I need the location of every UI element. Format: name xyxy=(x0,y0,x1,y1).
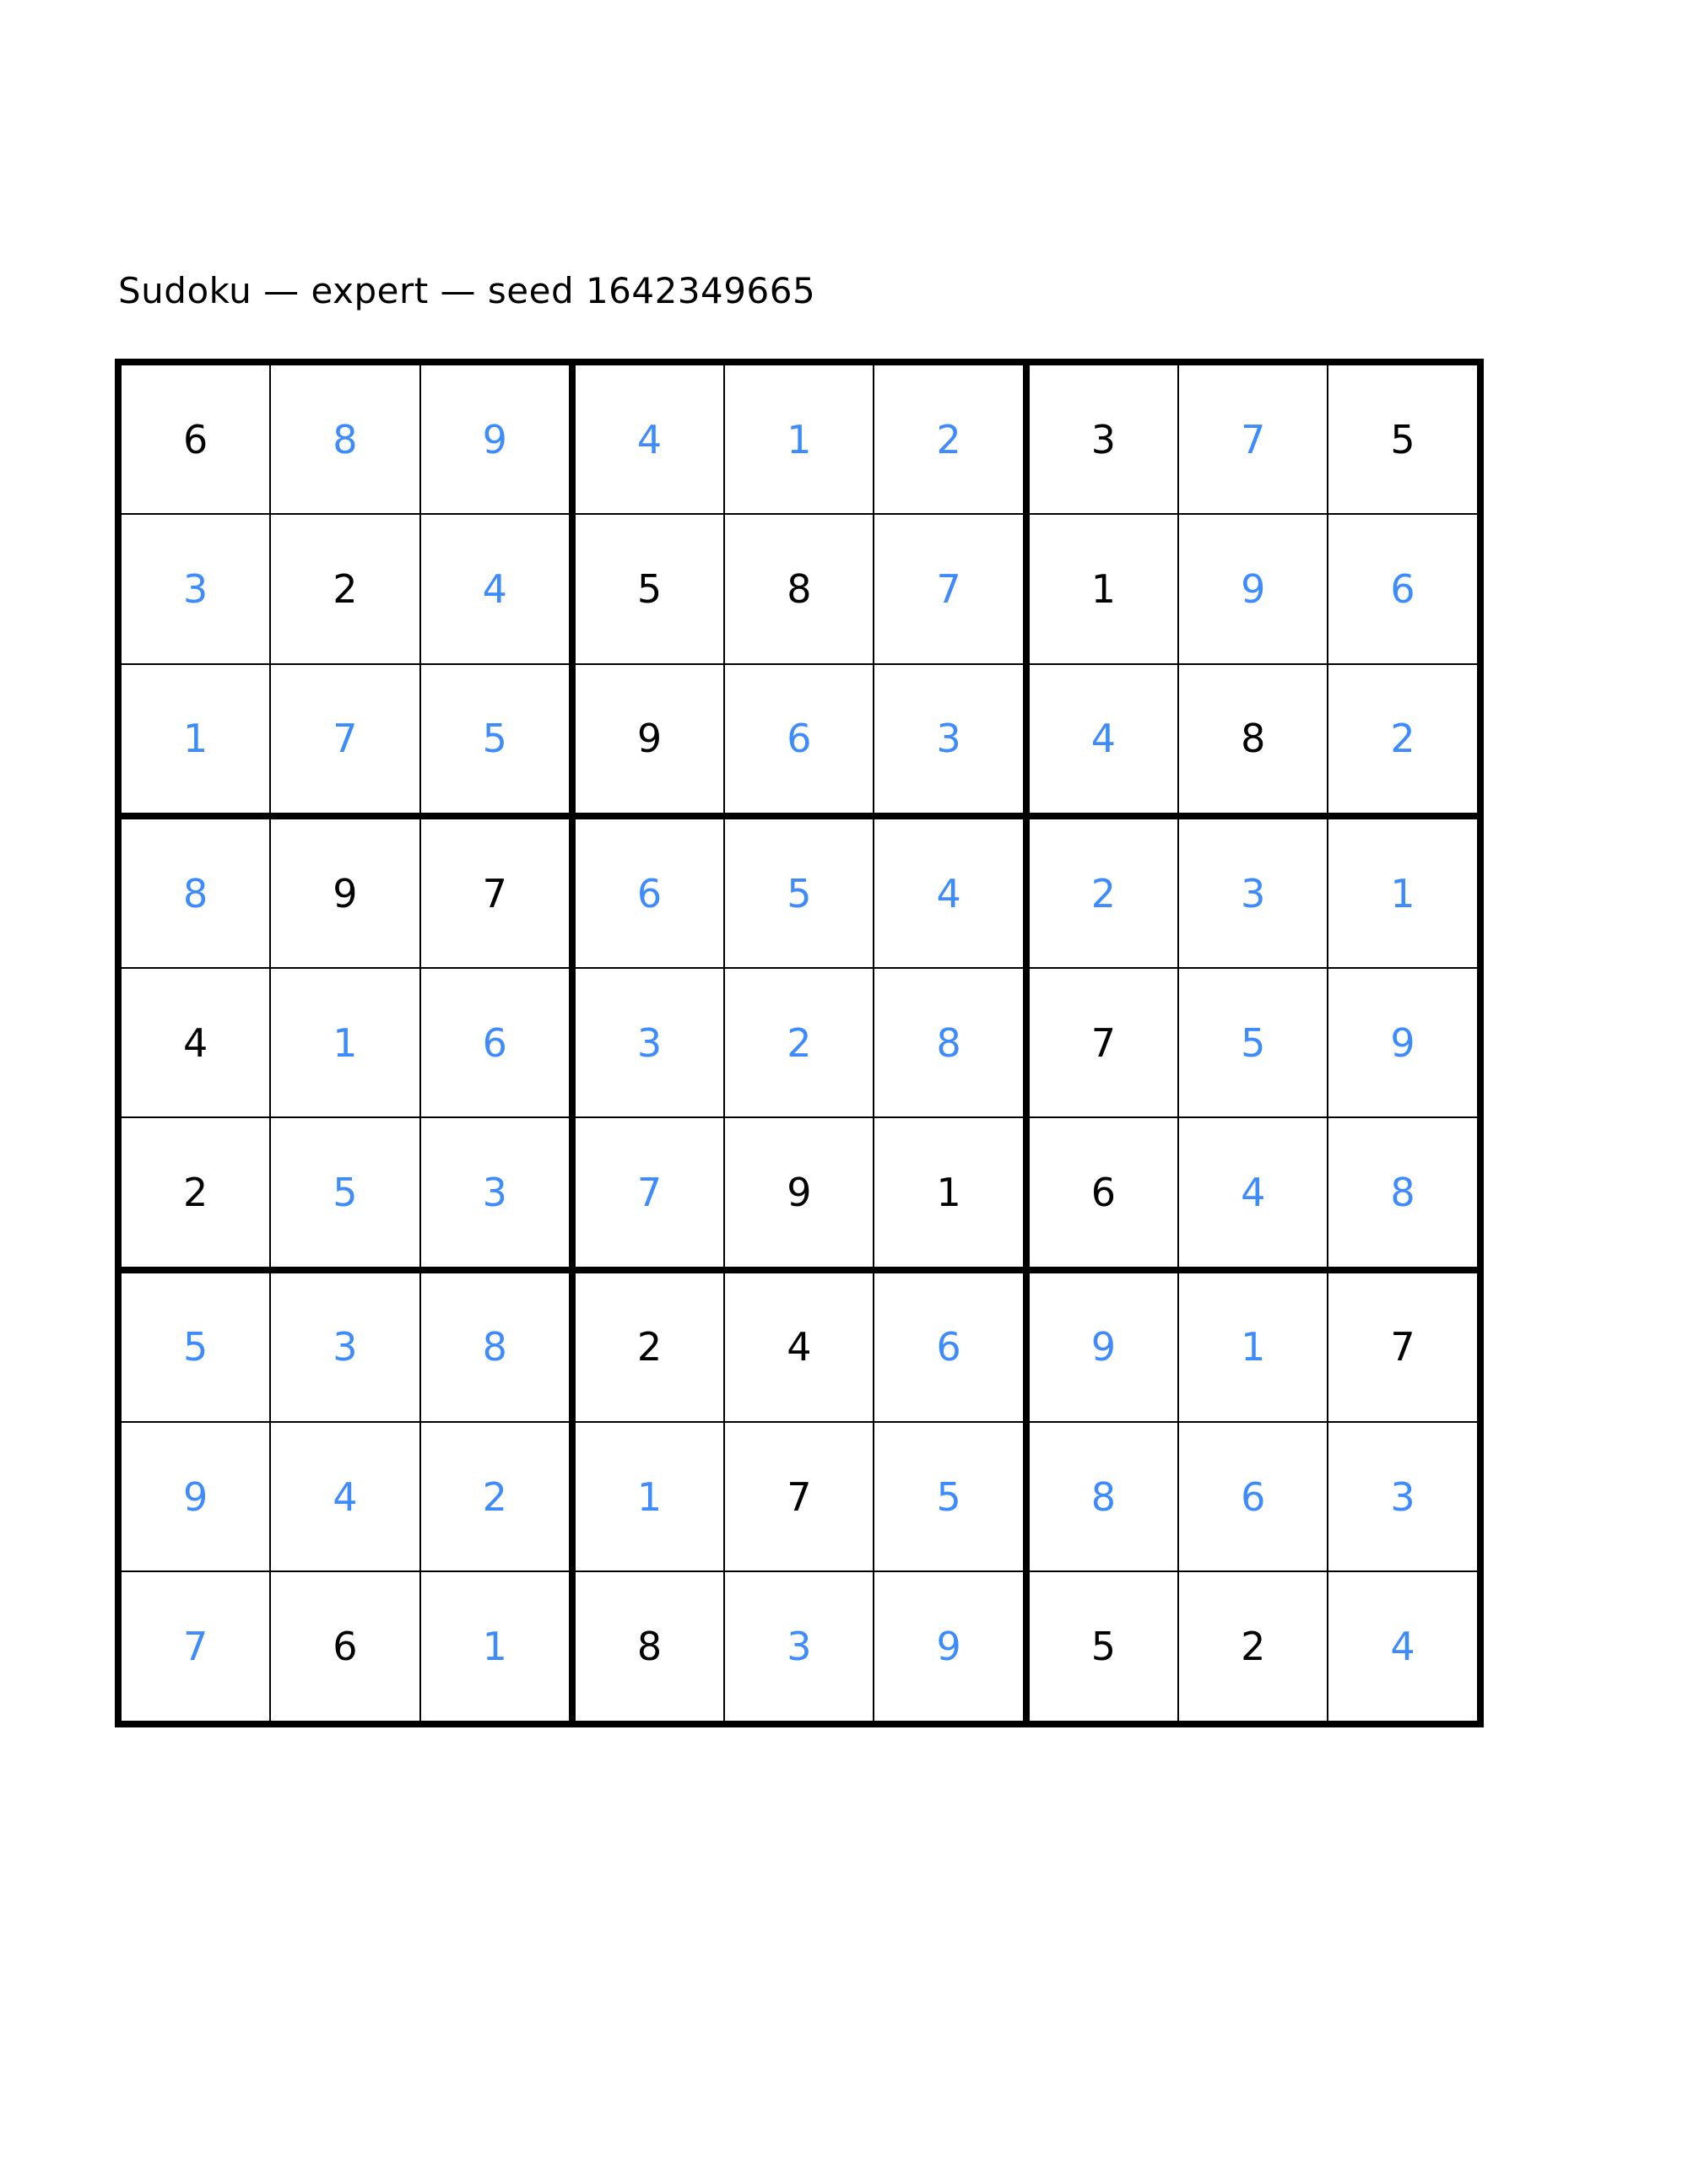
sudoku-cell-r7-c5[interactable]: 4 xyxy=(724,1270,874,1422)
sudoku-cell-r4-c4[interactable]: 6 xyxy=(572,816,724,968)
sudoku-cell-r4-c1[interactable]: 8 xyxy=(118,816,270,968)
sudoku-row xyxy=(118,362,1480,514)
sudoku-cell-r2-c1[interactable]: 3 xyxy=(118,514,270,663)
sudoku-cell-r1-c8[interactable]: 7 xyxy=(1178,362,1328,514)
sudoku-row xyxy=(118,1117,1480,1269)
sudoku-cell-r4-c5[interactable]: 5 xyxy=(724,816,874,968)
sudoku-cell-r8-c3[interactable]: 2 xyxy=(420,1422,572,1571)
sudoku-cell-r8-c2[interactable]: 4 xyxy=(270,1422,419,1571)
sudoku-cell-r8-c1[interactable]: 9 xyxy=(118,1422,270,1571)
page-title: Sudoku — expert — seed 1642349665 xyxy=(118,270,816,311)
sudoku-cell-r8-c8[interactable]: 6 xyxy=(1178,1422,1328,1571)
sudoku-cell-r5-c4[interactable]: 3 xyxy=(572,968,724,1117)
sudoku-cell-r3-c2[interactable]: 7 xyxy=(270,664,419,816)
sudoku-cell-r8-c4[interactable]: 1 xyxy=(572,1422,724,1571)
sudoku-cell-r3-c5[interactable]: 6 xyxy=(724,664,874,816)
sudoku-cell-r3-c4[interactable]: 9 xyxy=(572,664,724,816)
sudoku-cell-r6-c7[interactable]: 6 xyxy=(1026,1117,1178,1269)
sudoku-cell-r3-c9[interactable]: 2 xyxy=(1328,664,1480,816)
sudoku-cell-r2-c5[interactable]: 8 xyxy=(724,514,874,663)
sudoku-cell-r6-c4[interactable]: 7 xyxy=(572,1117,724,1269)
sudoku-cell-r5-c3[interactable]: 6 xyxy=(420,968,572,1117)
sudoku-cell-r8-c7[interactable]: 8 xyxy=(1026,1422,1178,1571)
sudoku-cell-r7-c9[interactable]: 7 xyxy=(1328,1270,1480,1422)
sudoku-cell-r2-c2[interactable]: 2 xyxy=(270,514,419,663)
sudoku-cell-r5-c7[interactable]: 7 xyxy=(1026,968,1178,1117)
sudoku-cell-r9-c8[interactable]: 2 xyxy=(1178,1571,1328,1723)
sudoku-row xyxy=(118,1422,1480,1571)
sudoku-cell-r6-c6[interactable]: 1 xyxy=(874,1117,1025,1269)
sudoku-cell-r9-c9[interactable]: 4 xyxy=(1328,1571,1480,1723)
sudoku-cell-r2-c4[interactable]: 5 xyxy=(572,514,724,663)
sudoku-cell-r7-c4[interactable]: 2 xyxy=(572,1270,724,1422)
sudoku-cell-r5-c1[interactable]: 4 xyxy=(118,968,270,1117)
sudoku-cell-r7-c2[interactable]: 3 xyxy=(270,1270,419,1422)
sudoku-cell-r6-c1[interactable]: 2 xyxy=(118,1117,270,1269)
sudoku-cell-r7-c8[interactable]: 1 xyxy=(1178,1270,1328,1422)
sudoku-cell-r8-c9[interactable]: 3 xyxy=(1328,1422,1480,1571)
sudoku-cell-r1-c7[interactable]: 3 xyxy=(1026,362,1178,514)
sudoku-cell-r4-c3[interactable]: 7 xyxy=(420,816,572,968)
sudoku-cell-r1-c6[interactable]: 2 xyxy=(874,362,1025,514)
sudoku-cell-r6-c8[interactable]: 4 xyxy=(1178,1117,1328,1269)
sudoku-cell-r9-c2[interactable]: 6 xyxy=(270,1571,419,1723)
sudoku-cell-r2-c3[interactable]: 4 xyxy=(420,514,572,663)
sudoku-row xyxy=(118,816,1480,968)
sudoku-row xyxy=(118,664,1480,816)
sudoku-cell-r4-c8[interactable]: 3 xyxy=(1178,816,1328,968)
sudoku-cell-r5-c8[interactable]: 5 xyxy=(1178,968,1328,1117)
sudoku-cell-r4-c2[interactable]: 9 xyxy=(270,816,419,968)
sudoku-cell-r5-c5[interactable]: 2 xyxy=(724,968,874,1117)
sudoku-cell-r6-c3[interactable]: 3 xyxy=(420,1117,572,1269)
sudoku-cell-r9-c5[interactable]: 3 xyxy=(724,1571,874,1723)
sudoku-cell-r9-c6[interactable]: 9 xyxy=(874,1571,1025,1723)
sudoku-cell-r7-c1[interactable]: 5 xyxy=(118,1270,270,1422)
sudoku-cell-r3-c1[interactable]: 1 xyxy=(118,664,270,816)
sudoku-cell-r3-c7[interactable]: 4 xyxy=(1026,664,1178,816)
sudoku-board[interactable] xyxy=(115,359,1447,1690)
sudoku-cell-r6-c9[interactable]: 8 xyxy=(1328,1117,1480,1269)
sudoku-cell-r3-c3[interactable]: 5 xyxy=(420,664,572,816)
sudoku-cell-r8-c5[interactable]: 7 xyxy=(724,1422,874,1571)
sudoku-cell-r3-c6[interactable]: 3 xyxy=(874,664,1025,816)
sudoku-cell-r9-c4[interactable]: 8 xyxy=(572,1571,724,1723)
sudoku-cell-r1-c4[interactable]: 4 xyxy=(572,362,724,514)
sudoku-row xyxy=(118,1270,1480,1422)
sudoku-grid[interactable] xyxy=(115,359,1484,1727)
sudoku-cell-r5-c6[interactable]: 8 xyxy=(874,968,1025,1117)
sudoku-cell-r7-c6[interactable]: 6 xyxy=(874,1270,1025,1422)
sudoku-cell-r1-c5[interactable]: 1 xyxy=(724,362,874,514)
sudoku-cell-r2-c8[interactable]: 9 xyxy=(1178,514,1328,663)
sudoku-cell-r2-c9[interactable]: 6 xyxy=(1328,514,1480,663)
sudoku-cell-r7-c3[interactable]: 8 xyxy=(420,1270,572,1422)
sudoku-cell-r3-c8[interactable]: 8 xyxy=(1178,664,1328,816)
sudoku-row xyxy=(118,968,1480,1117)
sudoku-cell-r6-c2[interactable]: 5 xyxy=(270,1117,419,1269)
sudoku-cell-r2-c7[interactable]: 1 xyxy=(1026,514,1178,663)
sudoku-cell-r4-c7[interactable]: 2 xyxy=(1026,816,1178,968)
sudoku-cell-r1-c9[interactable]: 5 xyxy=(1328,362,1480,514)
sudoku-cell-r5-c2[interactable]: 1 xyxy=(270,968,419,1117)
sudoku-cell-r2-c6[interactable]: 7 xyxy=(874,514,1025,663)
sudoku-cell-r8-c6[interactable]: 5 xyxy=(874,1422,1025,1571)
sudoku-row xyxy=(118,1571,1480,1723)
sudoku-cell-r4-c9[interactable]: 1 xyxy=(1328,816,1480,968)
sudoku-cell-r1-c1[interactable]: 6 xyxy=(118,362,270,514)
sudoku-cell-r1-c3[interactable]: 9 xyxy=(420,362,572,514)
sudoku-cell-r1-c2[interactable]: 8 xyxy=(270,362,419,514)
sudoku-cell-r4-c6[interactable]: 4 xyxy=(874,816,1025,968)
sudoku-row xyxy=(118,514,1480,663)
sudoku-cell-r7-c7[interactable]: 9 xyxy=(1026,1270,1178,1422)
sudoku-cell-r5-c9[interactable]: 9 xyxy=(1328,968,1480,1117)
sudoku-cell-r9-c3[interactable]: 1 xyxy=(420,1571,572,1723)
sudoku-cell-r6-c5[interactable]: 9 xyxy=(724,1117,874,1269)
sudoku-cell-r9-c7[interactable]: 5 xyxy=(1026,1571,1178,1723)
sudoku-cell-r9-c1[interactable]: 7 xyxy=(118,1571,270,1723)
